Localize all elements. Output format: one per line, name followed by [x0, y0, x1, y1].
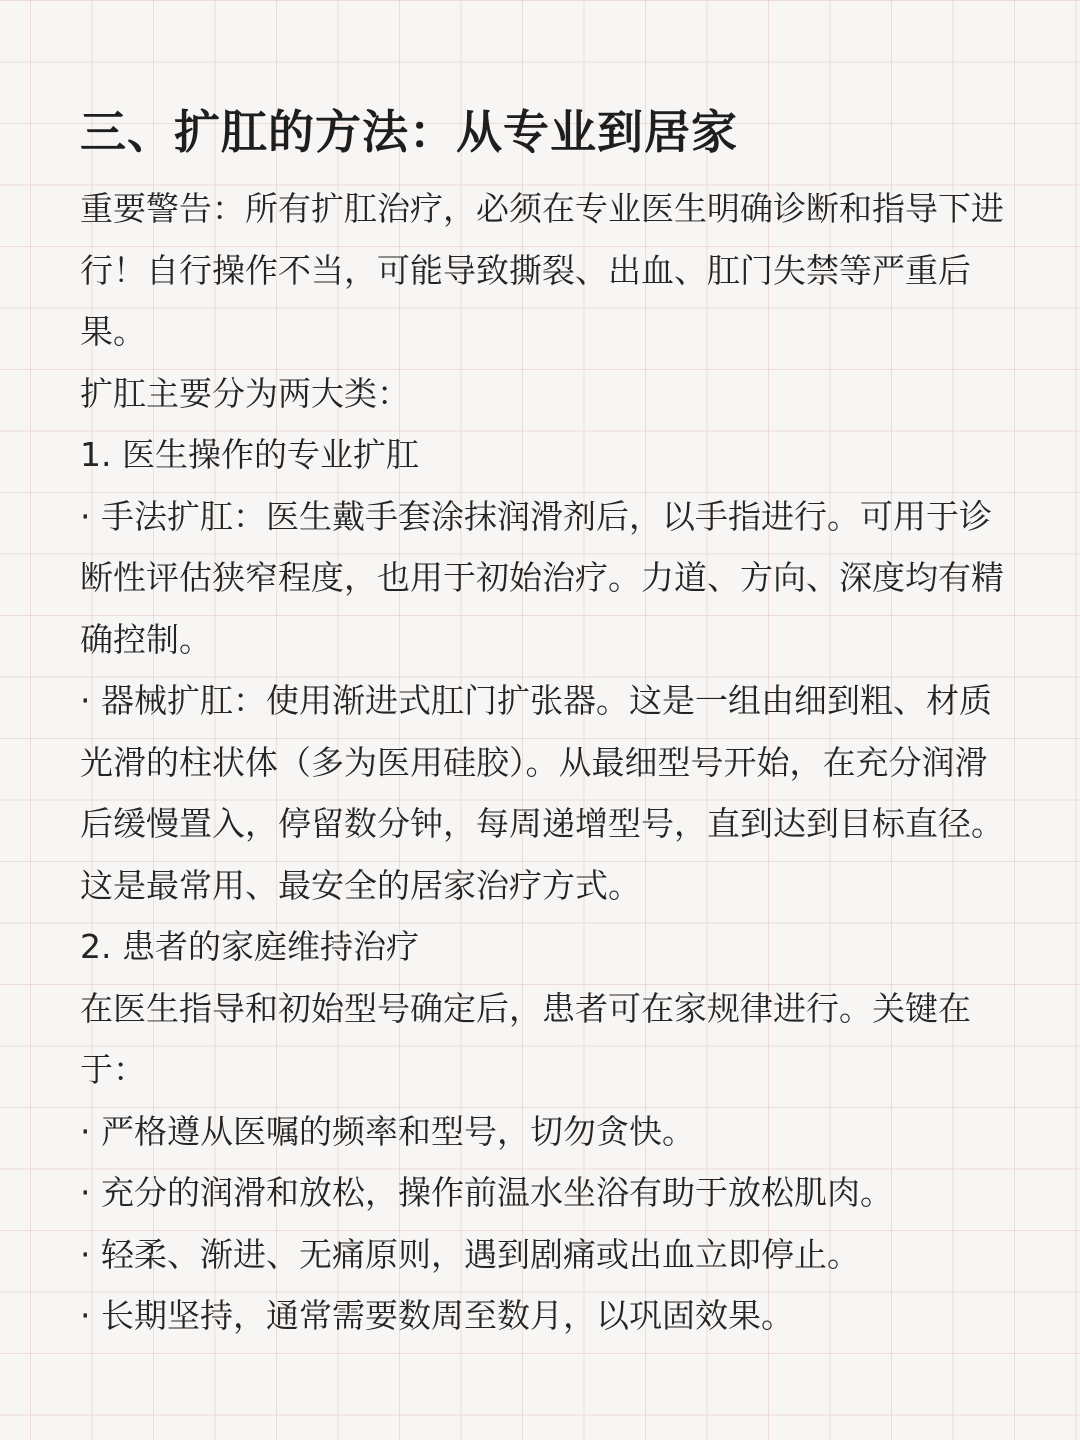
- page-title: 三、扩肛的方法：从专业到居家: [80, 105, 738, 159]
- bullet-persist: · 长期坚持，通常需要数周至数月，以巩固效果。: [80, 1296, 794, 1335]
- category-intro: 扩肛主要分为两大类：: [80, 373, 410, 413]
- bullet-lubricate-relax: · 充分的润滑和放松，操作前温水坐浴有助于放松肌肉。: [80, 1173, 893, 1212]
- warning-paragraph: 重要警告：所有扩肛治疗，必须在专业医生明确诊断和指导下进行！自行操作不当，可能导致撕裂、出血、肛门失禁等严重后果。: [80, 189, 1004, 351]
- article: [80, 96, 1020, 1347]
- bullet-gentle-principle: · 轻柔、渐进、无痛原则，遇到剧痛或出血立即停止。: [80, 1234, 860, 1274]
- section-heading-home: 2. 患者的家庭维持治疗: [80, 927, 419, 966]
- bullet-manual-dilation: · 手法扩肛：医生戴手套涂抹润滑剂后，以手指进行。可用于诊断性评估狭窄程度，也用于初始治疗。力道、方向、深度均有精确控制。: [80, 496, 1004, 659]
- home-intro: 在医生指导和初始型号确定后，患者可在家规律进行。关键在于：: [80, 988, 971, 1089]
- bullet-instrument-dilation: · 器械扩肛：使用渐进式肛门扩张器。这是一组由细到粗、材质光滑的柱状体（多为医用硅胶）。从最细型号开始，在充分润滑后缓慢置入，停留数分钟，每周递增型号，直到达到目标直径。这是最常用、最安全的居家治疗方式。: [80, 681, 1004, 905]
- bullet-follow-advice: · 严格遵从医嘱的频率和型号，切勿贪快。: [80, 1111, 695, 1151]
- section-heading-professional: 1. 医生操作的专业扩肛: [80, 435, 419, 474]
